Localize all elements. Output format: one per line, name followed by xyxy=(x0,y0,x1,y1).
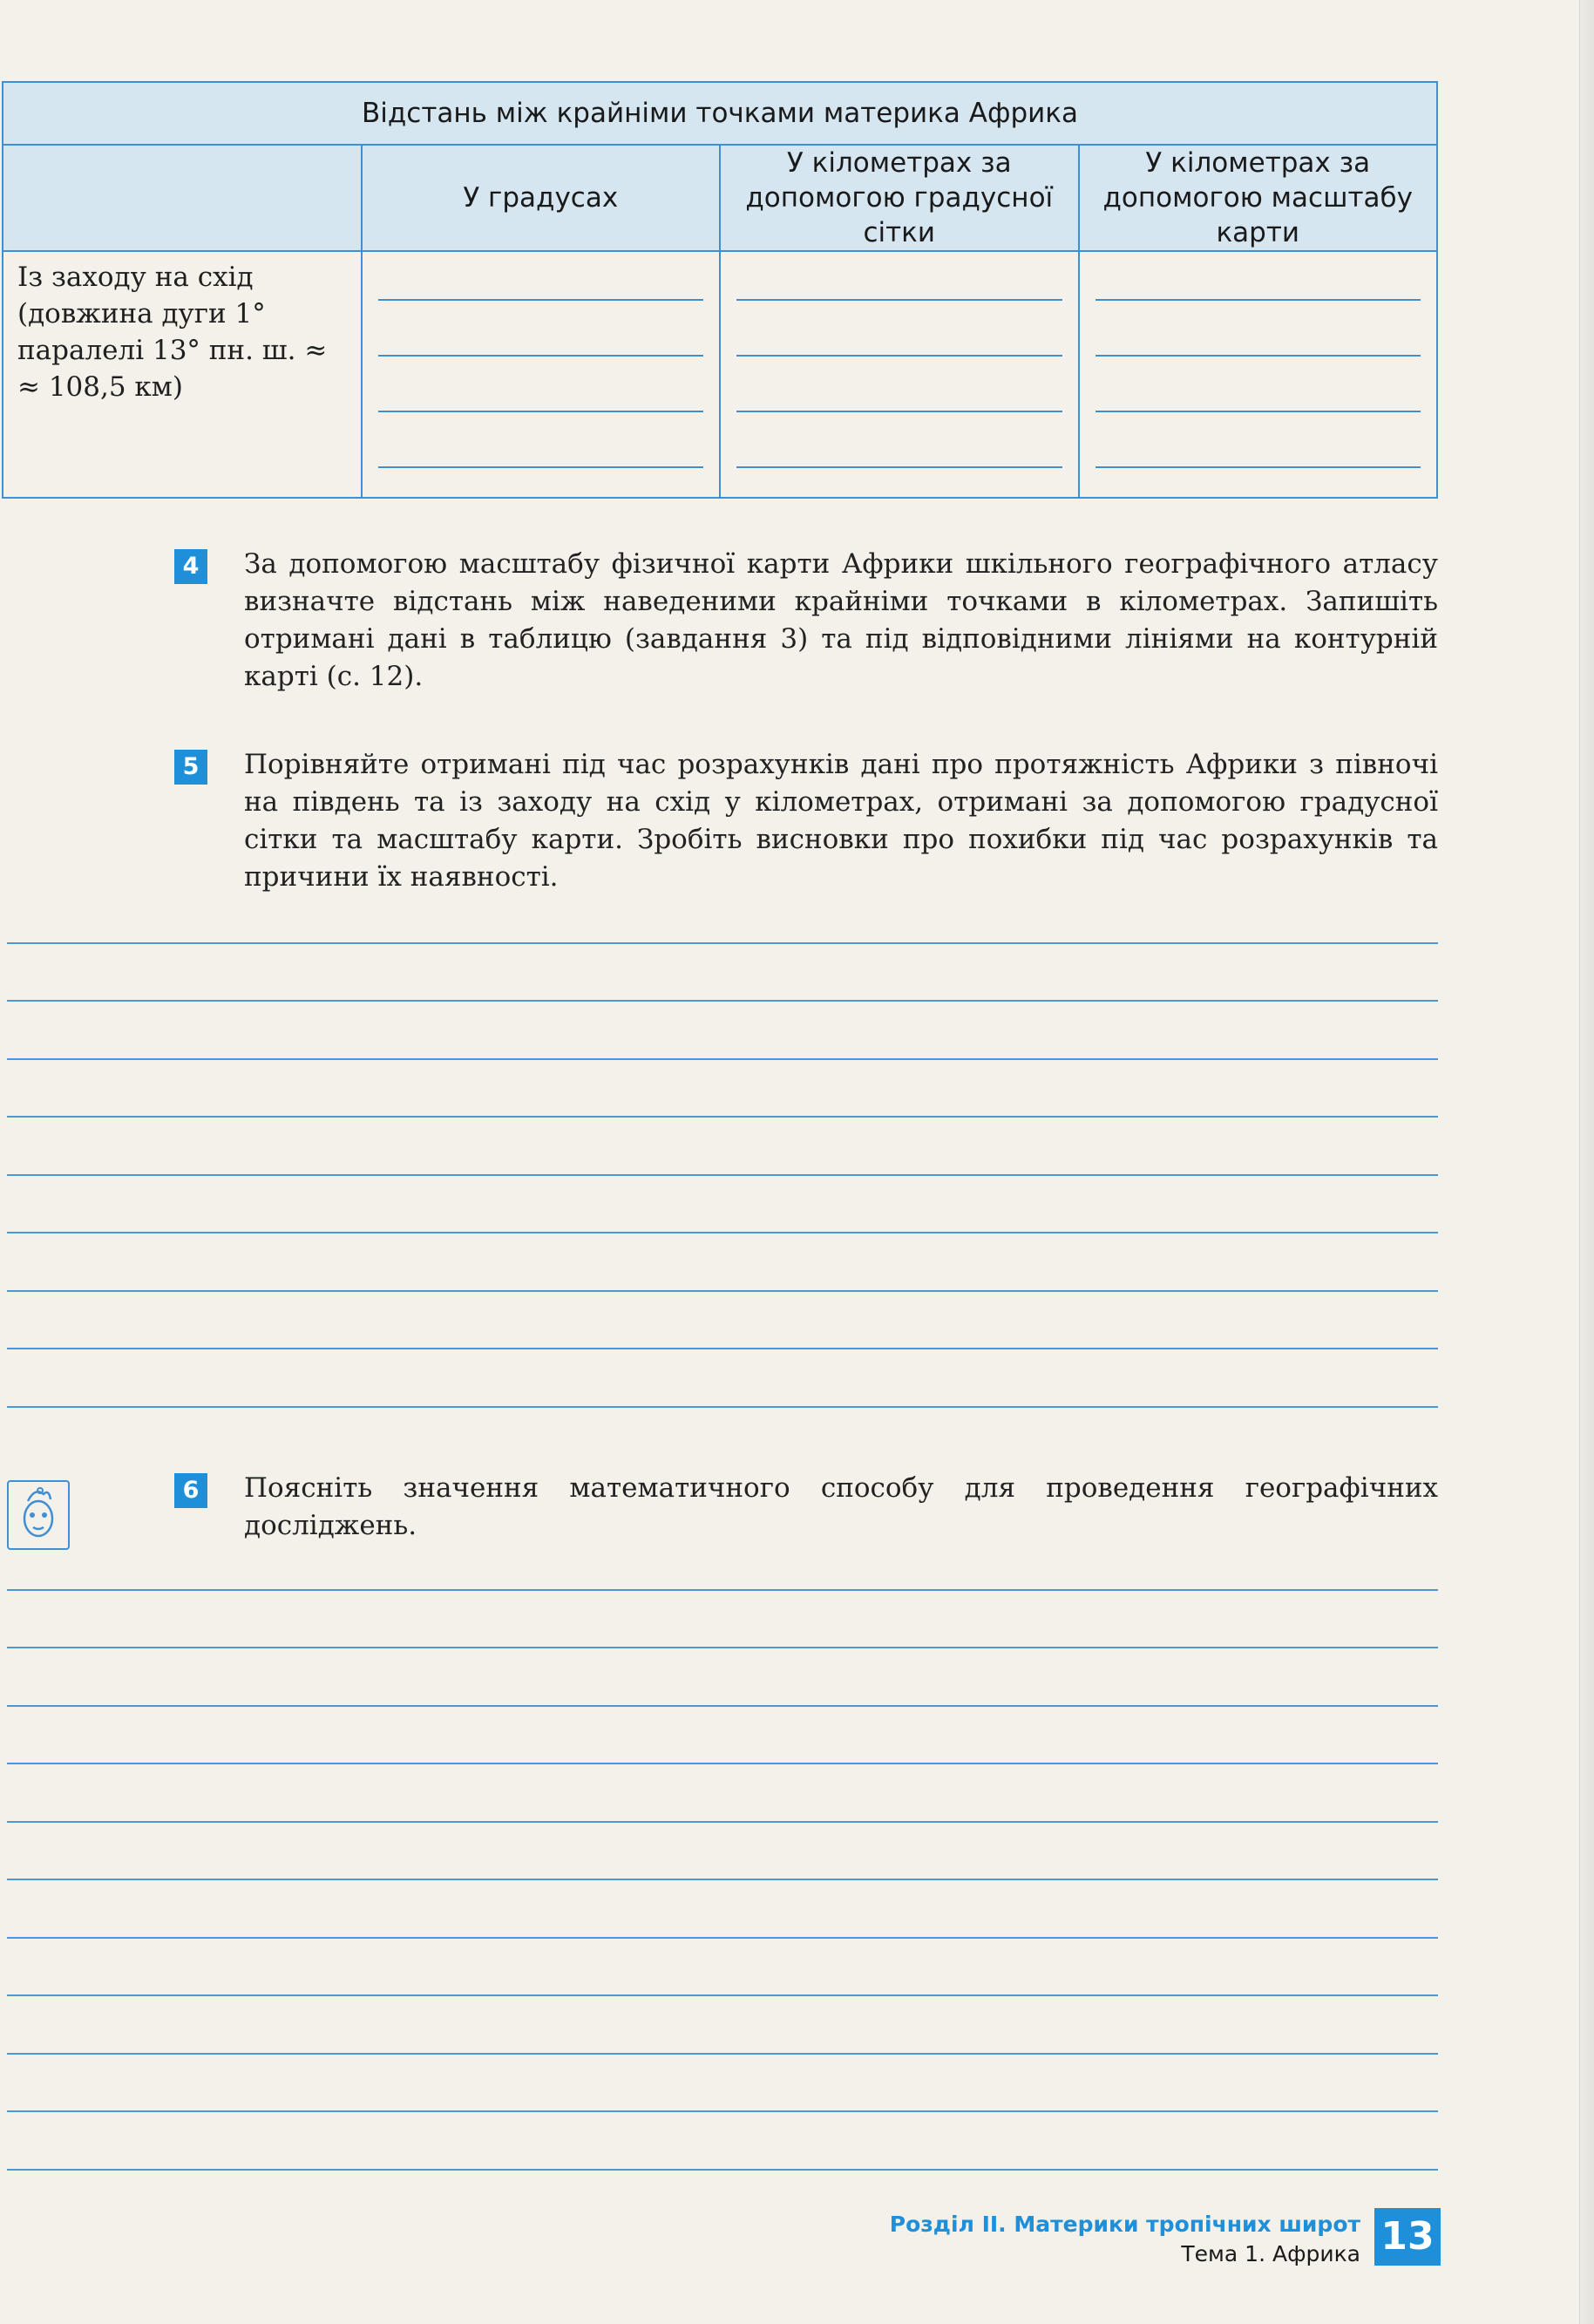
writing-line[interactable] xyxy=(7,1290,1438,1292)
footer-section-title: Розділ ІІ. Материки тропічних широт xyxy=(889,2212,1360,2237)
writing-line[interactable] xyxy=(7,1821,1438,1823)
answer-line[interactable] xyxy=(736,301,1062,357)
writing-line[interactable] xyxy=(7,1000,1438,1002)
writing-line[interactable] xyxy=(7,942,1438,944)
task-text: Порівняйте отримані під час розрахунків дані про протяжність Африки з півночі на південь та із заходу на схід у кілометрах, отримані за допомогою градусної сітки та масштабу карти. Зробіть висновки про похибки під час розрахунків та причини їх наявності. xyxy=(244,749,1438,893)
answer-line[interactable] xyxy=(1095,357,1421,412)
answer-cell-km-scale[interactable] xyxy=(1079,251,1438,498)
column-header-km-scale: У кілометрах за допомогою масштабу карти xyxy=(1079,145,1438,251)
answer-line[interactable] xyxy=(378,357,704,412)
answer-cell-degrees[interactable] xyxy=(362,251,721,498)
writing-line[interactable] xyxy=(7,1705,1438,1707)
writing-line[interactable] xyxy=(7,2169,1438,2171)
task-6 xyxy=(174,1470,1438,1545)
distance-table xyxy=(2,81,1438,499)
answer-line[interactable] xyxy=(736,252,1062,301)
writing-line[interactable] xyxy=(7,2110,1438,2112)
writing-line[interactable] xyxy=(7,2053,1438,2055)
task-4 xyxy=(174,546,1438,696)
page-number: 13 xyxy=(1374,2208,1441,2266)
task-number-badge: 5 xyxy=(174,750,207,785)
answer-line[interactable] xyxy=(1095,252,1421,301)
task-text: Поясніть значення математичного способу для проведення географічних досліджень. xyxy=(244,1472,1438,1541)
writing-line[interactable] xyxy=(7,1232,1438,1233)
answer-line[interactable] xyxy=(378,412,704,468)
writing-line[interactable] xyxy=(7,1647,1438,1648)
column-header-km-grid: У кілометрах за допомогою градусної сітки xyxy=(720,145,1079,251)
answer-line[interactable] xyxy=(736,412,1062,468)
task-number-badge: 4 xyxy=(174,549,207,584)
row-label-west-east: Із заходу на схід (довжина дуги 1° паралелі 13° пн. ш. ≈ ≈ 108,5 км) xyxy=(3,251,362,498)
writing-line[interactable] xyxy=(7,1348,1438,1349)
writing-line[interactable] xyxy=(7,1589,1438,1591)
writing-line[interactable] xyxy=(7,1763,1438,1764)
task-5 xyxy=(174,746,1438,896)
answer-cell-km-grid[interactable] xyxy=(720,251,1079,498)
answer-line[interactable] xyxy=(1095,412,1421,468)
table-title: Відстань між крайніми точками материка Африка xyxy=(3,82,1437,145)
column-header-degrees: У градусах xyxy=(362,145,721,251)
task-text: За допомогою масштабу фізичної карти Африки шкільного географічного атласу визначте відстань між наведеними крайніми точками в кілометрах. Запишіть отримані дані в таблицю (завдання 3) та під відповідними лініями на контурній карті (с. 12). xyxy=(244,548,1438,692)
answer-line[interactable] xyxy=(378,301,704,357)
footer-topic-title: Тема 1. Африка xyxy=(1181,2241,1360,2266)
writing-line[interactable] xyxy=(7,1058,1438,1060)
writing-line[interactable] xyxy=(7,1937,1438,1939)
table-row xyxy=(3,251,1437,498)
answer-line[interactable] xyxy=(1095,301,1421,357)
writing-line[interactable] xyxy=(7,1174,1438,1176)
writing-line[interactable] xyxy=(7,1994,1438,1996)
writing-line[interactable] xyxy=(7,1879,1438,1880)
answer-line[interactable] xyxy=(378,252,704,301)
table-corner-cell xyxy=(3,145,362,251)
answer-line[interactable] xyxy=(736,357,1062,412)
page-edge xyxy=(1579,0,1594,2324)
writing-line[interactable] xyxy=(7,1116,1438,1118)
thinking-head-icon xyxy=(7,1480,70,1550)
writing-line[interactable] xyxy=(7,1406,1438,1408)
task-number-badge: 6 xyxy=(174,1473,207,1508)
